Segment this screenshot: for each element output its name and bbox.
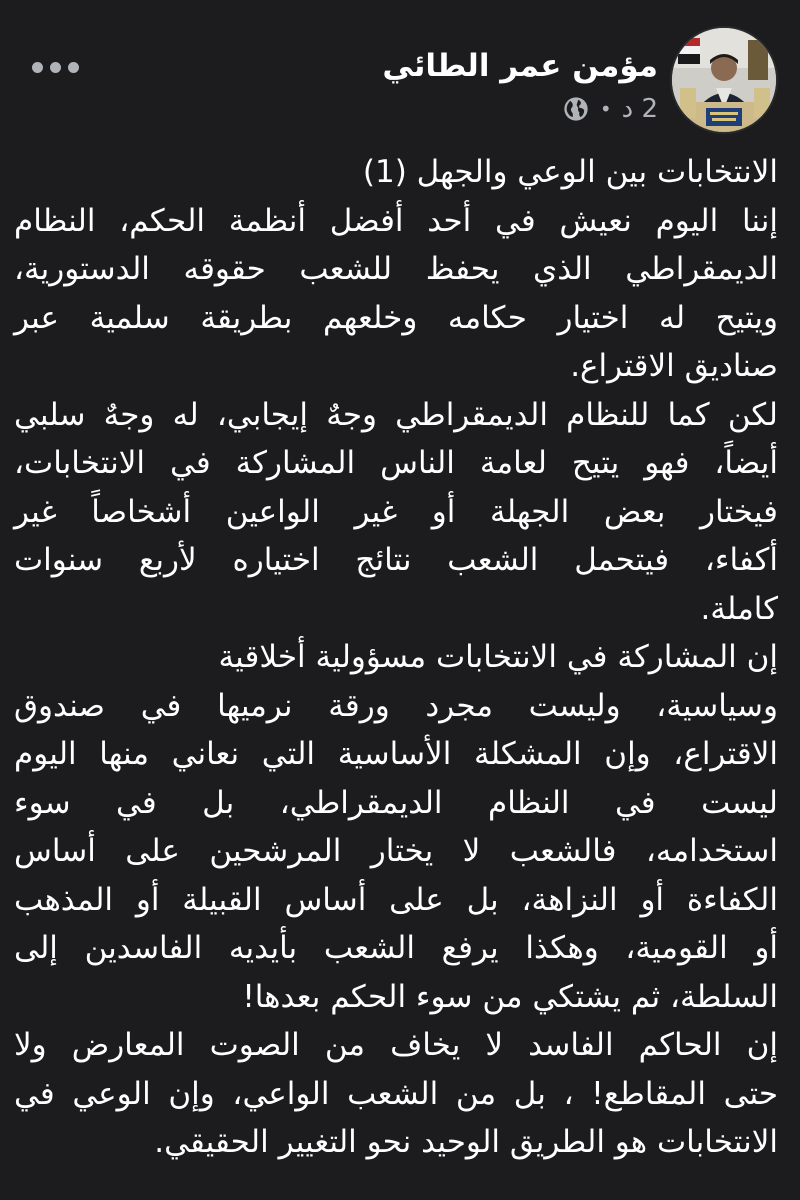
post-header [22,26,778,134]
more-options-icon[interactable] [32,62,79,73]
post-text-line: حتى المقاطع! ، بل من الشعب الواعي، وإن الوعي في [14,1075,778,1112]
post-body [14,148,778,1167]
post-text-line: صناديق الاقتراع. [570,348,778,384]
author-avatar[interactable] [670,26,778,134]
meta-separator: • [599,97,612,121]
post-text-line: أكفاء، فيتحمل الشعب نتائج اختياره لأربع سنوات [14,542,778,578]
post-text-line: السلطة، ثم يشتكي من سوء الحكم بعدها! [242,978,778,1015]
post-text-line: وسياسية، وليست مجرد ورقة نرميها في صندوق [14,687,778,724]
post-text-line: استخدامه، فالشعب لا يختار المرشحين على أساس [14,833,778,869]
post-text-line: كاملة. [700,590,778,627]
more-dot [32,62,43,73]
post-text-line: الاقتراع، وإن المشكلة الأساسية التي نعاني منها اليوم [14,736,778,772]
author-name[interactable]: مؤمن عمر الطائي [382,48,658,84]
post-text-line: إن الحاكم الفاسد لا يخاف من الصوت المعارض ولا [14,1027,778,1063]
post-text-line: أيضاً، فهو يتيح لعامة الناس المشاركة في الانتخابات، [14,445,778,481]
post-text-line: فيختار بعض الجهلة أو غير الواعين أشخاصاً غير [14,493,778,530]
post-text-line: الانتخابات هو الطريق الوحيد نحو التغيير الحقيقي. [154,1124,778,1160]
post-text-line: الكفاءة أو النزاهة، بل على أساس القبيلة أو المذهب [14,881,778,918]
post-text-line: أو القومية، وهكذا يرفع الشعب بأيديه الفاسدين إلى [14,930,778,966]
post-text-line: ويتيح له اختيار حكامه وخلعهم بطريقة سلمية عبر [14,299,778,336]
post-meta [562,94,658,124]
post-time[interactable]: 2 د [621,94,658,124]
post-text-line: الانتخابات بين الوعي والجهل (1) [362,154,778,190]
avatar-photo [672,28,776,132]
more-dot [68,62,79,73]
post-text-line: إن المشاركة في الانتخابات مسؤولية أخلاقية [218,639,778,675]
post-text-line: لكن كما للنظام الديمقراطي وجهٌ إيجابي، له وجهٌ سلبي [14,396,778,433]
globe-icon[interactable] [562,95,590,123]
post-text-line: إننا اليوم نعيش في أحد أفضل أنظمة الحكم، النظام [14,202,778,239]
post-text-line: الديمقراطي الذي يحفظ للشعب حقوقه الدستورية، [14,251,778,287]
more-dot [50,62,61,73]
post-text-line: ليست في النظام الديمقراطي، بل في سوء [14,784,778,821]
